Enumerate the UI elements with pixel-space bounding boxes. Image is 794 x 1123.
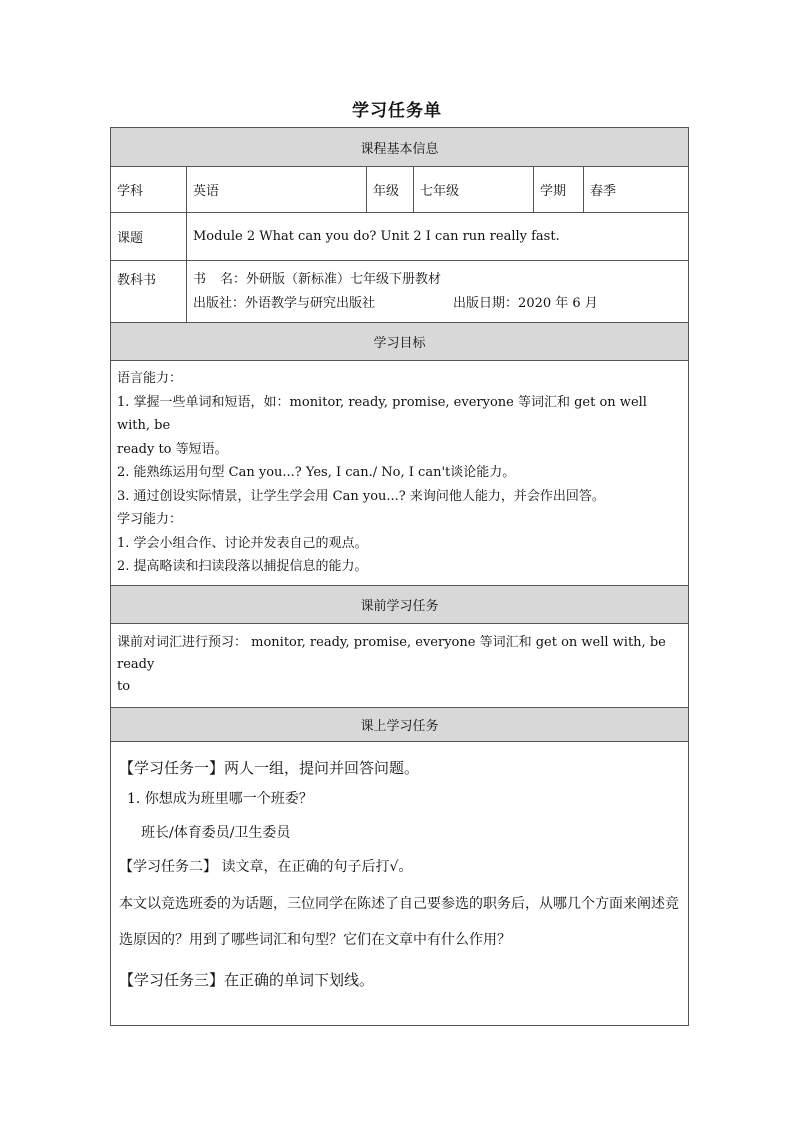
row-pre-tasks [111,623,689,707]
goal-item: ready to 等短语。 [117,441,228,457]
subject-value: 英语 [187,167,367,213]
goal-item: 1. 掌握一些单词和短语，如：monitor, ready, promise, everyone 等词汇和 get on well with, be [117,394,647,433]
book-name-value: 外研版（新标准）七年级下册教材 [246,271,442,287]
learning-item: 2. 提高略读和扫读段落以捕捉信息的能力。 [117,559,368,574]
section-goals-title: 学习目标 [111,323,689,361]
section-basic-info [111,128,689,167]
goals-content [111,361,689,586]
publisher-label: 出版社： [193,295,246,311]
topic-value: Module 2 What can you do? Unit 2 I can run really fast. [187,213,689,261]
learning-ability-head: 学习能力： [117,512,183,527]
book-name-label-2: 名： [220,271,247,287]
learning-item: 1. 学会小组合作、讨论并发表自己的观点。 [117,535,368,551]
language-ability-head: 语言能力： [117,371,183,386]
page-title: 学习任务单 [352,101,442,121]
row-textbook [111,261,689,323]
task-one: 【学习任务一】两人一组，提问并回答问题。 [119,758,420,777]
book-name-line [193,268,682,292]
row-class-tasks [111,741,689,1025]
row-goals [111,361,689,586]
subject-label: 学科 [111,167,187,213]
book-name-label: 书 [193,271,207,287]
goal-item: 3. 通过创设实际情景，让学生学会用 Can you...? 来询问他人能力，并会作出回答。 [117,488,605,504]
task-three: 【学习任务三】在正确的单词下划线。 [119,970,375,989]
section-class-tasks [111,707,689,741]
task-two: 【学习任务二】 读文章，在正确的句子后打√。 [119,858,413,875]
pub-date-value: 2020 年 6 月 [518,295,598,311]
pub-date [453,292,598,316]
task-sheet-table [110,127,689,1026]
grade-label: 年级 [367,167,414,213]
grade-value: 七年级 [414,167,534,213]
topic-label: 课题 [111,213,187,261]
publisher-value: 外语教学与研究出版社 [245,295,376,311]
row-subject [111,167,689,213]
textbook-info [187,261,689,323]
task-two-paragraph: 选原因的？用到了哪些词汇和句型？它们在文章中有什么作用？ [119,931,511,948]
class-tasks-content [111,741,689,1025]
section-basic-info-title: 课程基本信息 [111,128,689,167]
textbook-label: 教科书 [111,261,187,323]
task-one-question: 1. 你想成为班里哪一个班委？ [127,790,313,807]
pub-date-label: 出版日期： [453,295,519,311]
goal-item: 2. 能熟练运用句型 Can you...? Yes, I can./ No, I can't谈论能力。 [117,465,516,480]
task-one-options: 班长/体育委员/卫生委员 [141,824,291,841]
pre-task-line: 课前对词汇进行预习： monitor, ready, promise, everyone 等词汇和 get on well with, be ready [117,634,666,672]
section-pre-tasks-title: 课前学习任务 [111,585,689,623]
term-value: 春季 [584,167,689,213]
pre-task-line: to [117,678,131,694]
pre-tasks-content [111,623,689,707]
section-pre-tasks [111,585,689,623]
section-class-tasks-title: 课上学习任务 [111,707,689,741]
task-two-paragraph: 本文以竞选班委的为话题，三位同学在陈述了自己要参选的职务后，从哪几个方面来阐述竞 [119,895,679,912]
section-goals [111,323,689,361]
publisher-line [193,292,682,316]
term-label: 学期 [534,167,584,213]
row-topic [111,213,689,261]
